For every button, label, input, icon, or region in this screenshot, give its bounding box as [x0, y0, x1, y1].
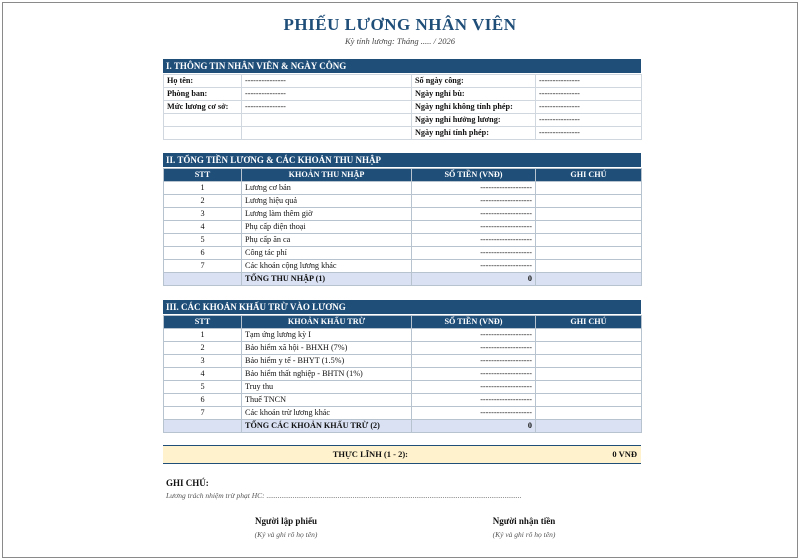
income-row [164, 195, 642, 208]
deduction-total-value: 0 [412, 420, 536, 433]
preparer-hint: (Ký và ghi rõ họ tên) [254, 530, 318, 539]
col-amount: SỐ TIỀN (VNĐ) [412, 316, 536, 329]
net-pay-bar [163, 445, 641, 464]
row-item-name: Thuế TNCN [242, 394, 412, 407]
info-value: --------------- [242, 75, 412, 88]
row-stt: 2 [164, 195, 242, 208]
section-income-heading: II. TỔNG TIỀN LƯƠNG & CÁC KHOẢN THU NHẬP [163, 153, 641, 167]
row-stt: 6 [164, 247, 242, 260]
row-amount: ------------------- [412, 221, 536, 234]
col-note: GHI CHÚ [536, 316, 642, 329]
row-note [536, 407, 642, 420]
row-note [536, 247, 642, 260]
info-value: --------------- [536, 88, 642, 101]
row-note [536, 234, 642, 247]
row-note [536, 221, 642, 234]
info-value: --------------- [536, 75, 642, 88]
col-amount: SỐ TIỀN (VNĐ) [412, 169, 536, 182]
info-value: --------------- [536, 114, 642, 127]
income-row [164, 208, 642, 221]
income-total-row [164, 273, 642, 286]
row-item-name: Phụ cấp ăn ca [242, 234, 412, 247]
deduction-row [164, 407, 642, 420]
row-item-name: Các khoản trừ lương khác [242, 407, 412, 420]
info-value [242, 127, 412, 140]
row-stt: 1 [164, 329, 242, 342]
row-item-name: Các khoản cộng lương khác [242, 260, 412, 273]
row-amount: ------------------- [412, 182, 536, 195]
row-amount: ------------------- [412, 355, 536, 368]
preparer-title: Người lập phiếu [255, 516, 317, 526]
deduction-row [164, 394, 642, 407]
recipient-title: Người nhận tiền [492, 516, 556, 526]
info-row [164, 88, 642, 101]
row-stt: 2 [164, 342, 242, 355]
deduction-row [164, 342, 642, 355]
deduction-table [163, 315, 642, 433]
row-amount: ------------------- [412, 260, 536, 273]
net-pay-label: THỰC LĨNH (1 - 2): [332, 449, 408, 459]
col-income-item: KHOẢN THU NHẬP [242, 169, 412, 182]
info-label: Mức lương cơ sở: [164, 101, 242, 114]
info-label [164, 127, 242, 140]
net-pay-value: 0 VNĐ [612, 449, 637, 459]
income-row [164, 221, 642, 234]
row-note [536, 182, 642, 195]
employee-info-table [163, 74, 642, 140]
signature-recipient [444, 516, 604, 539]
row-item-name: Bảo hiểm xã hội - BHXH (7%) [242, 342, 412, 355]
row-item-name: Tạm ứng lương kỳ I [242, 329, 412, 342]
row-stt: 4 [164, 221, 242, 234]
row-amount: ------------------- [412, 208, 536, 221]
info-label: Số ngày công: [412, 75, 536, 88]
info-row [164, 101, 642, 114]
row-stt: 6 [164, 394, 242, 407]
col-stt: STT [164, 169, 242, 182]
row-note [536, 342, 642, 355]
row-amount: ------------------- [412, 234, 536, 247]
info-row [164, 75, 642, 88]
row-item-name: Bảo hiểm thất nghiệp - BHTN (1%) [242, 368, 412, 381]
info-row [164, 114, 642, 127]
row-note [536, 329, 642, 342]
info-value: --------------- [242, 88, 412, 101]
row-note [536, 368, 642, 381]
row-item-name: Lương làm thêm giờ [242, 208, 412, 221]
deduction-row [164, 368, 642, 381]
signature-preparer [206, 516, 366, 539]
info-label: Ngày nghỉ bù: [412, 88, 536, 101]
income-row [164, 247, 642, 260]
info-label: Phòng ban: [164, 88, 242, 101]
recipient-hint: (Ký và ghi rõ họ tên) [492, 530, 556, 539]
income-row [164, 260, 642, 273]
row-stt: 5 [164, 381, 242, 394]
income-total-label: TỔNG THU NHẬP (1) [242, 273, 412, 286]
info-value: --------------- [536, 101, 642, 114]
row-amount: ------------------- [412, 394, 536, 407]
row-note [536, 381, 642, 394]
pay-period: Kỳ tính lương: Tháng ..... / 2026 [345, 36, 455, 46]
deduction-total-row [164, 420, 642, 433]
row-amount: ------------------- [412, 247, 536, 260]
info-row [164, 127, 642, 140]
deduction-total-label: TỔNG CÁC KHOẢN KHẤU TRỪ (2) [242, 420, 412, 433]
section-employee-info-heading: I. THÔNG TIN NHÂN VIÊN & NGÀY CÔNG [163, 59, 641, 73]
row-stt: 3 [164, 355, 242, 368]
deduction-row [164, 355, 642, 368]
row-amount: ------------------- [412, 381, 536, 394]
income-row [164, 234, 642, 247]
row-stt: 4 [164, 368, 242, 381]
info-label [164, 114, 242, 127]
row-amount: ------------------- [412, 342, 536, 355]
info-label: Ngày nghỉ tính phép: [412, 127, 536, 140]
info-value: --------------- [536, 127, 642, 140]
row-stt: 1 [164, 182, 242, 195]
income-row [164, 182, 642, 195]
info-label: Họ tên: [164, 75, 242, 88]
col-note: GHI CHÚ [536, 169, 642, 182]
row-stt: 7 [164, 260, 242, 273]
section-deduction-heading: III. CÁC KHOẢN KHẤU TRỪ VÀO LƯƠNG [163, 300, 641, 314]
row-stt: 7 [164, 407, 242, 420]
row-item-name: Lương hiệu quả [242, 195, 412, 208]
income-table-header [164, 169, 642, 182]
notes-heading: GHI CHÚ: [166, 478, 209, 488]
info-value [242, 114, 412, 127]
row-note [536, 208, 642, 221]
info-label: Ngày nghỉ hưởng lương: [412, 114, 536, 127]
deduction-row [164, 329, 642, 342]
row-note [536, 355, 642, 368]
row-item-name: Bảo hiểm y tế - BHYT (1.5%) [242, 355, 412, 368]
row-item-name: Phụ cấp điện thoại [242, 221, 412, 234]
income-total-value: 0 [412, 273, 536, 286]
row-stt: 5 [164, 234, 242, 247]
col-deduction-item: KHOẢN KHẤU TRỪ [242, 316, 412, 329]
notes-text: Lương trách nhiệm trừ phạt HC: ........................................................................................................................................ [166, 491, 522, 500]
row-item-name: Truy thu [242, 381, 412, 394]
info-value: --------------- [242, 101, 412, 114]
row-item-name: Công tác phí [242, 247, 412, 260]
info-label: Ngày nghỉ không tính phép: [412, 101, 536, 114]
row-amount: ------------------- [412, 407, 536, 420]
row-item-name: Lương cơ bản [242, 182, 412, 195]
row-note [536, 195, 642, 208]
row-amount: ------------------- [412, 329, 536, 342]
col-stt: STT [164, 316, 242, 329]
row-amount: ------------------- [412, 195, 536, 208]
page-title: PHIẾU LƯƠNG NHÂN VIÊN [283, 15, 517, 34]
row-amount: ------------------- [412, 368, 536, 381]
row-note [536, 394, 642, 407]
row-stt: 3 [164, 208, 242, 221]
deduction-row [164, 381, 642, 394]
row-note [536, 260, 642, 273]
deduction-table-header [164, 316, 642, 329]
income-table [163, 168, 642, 286]
